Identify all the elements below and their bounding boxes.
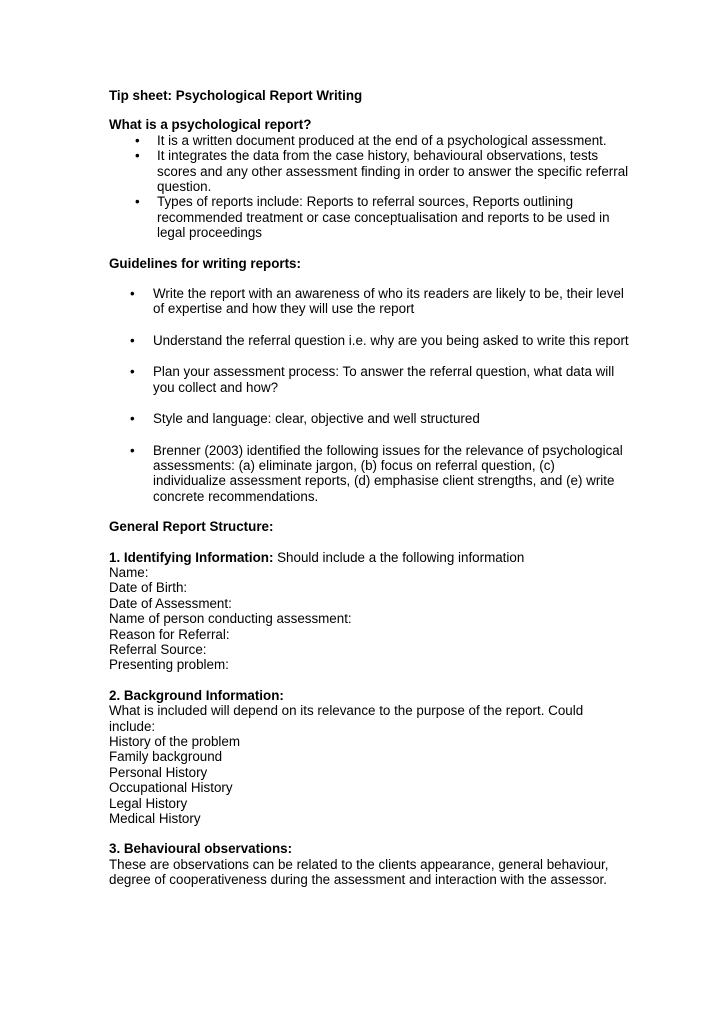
behavioural-observations-text: These are observations can be related to the clients appearance, general behaviour, degree of cooperativeness during the assessment and interaction with the assessor.	[109, 856, 609, 888]
section-heading-what-is: What is a psychological report?	[109, 117, 312, 133]
behavioural-observations-heading: 3. Behavioural observations:	[109, 841, 293, 857]
list-item: • Types of reports include: Reports to referral sources, Reports outlining recommended treatment or case conceptualisation and reports to be used in legal proceedings	[135, 194, 610, 241]
bullet-icon: •	[130, 411, 135, 427]
identifying-info-intro: 1. Identifying Information: Should include a the following information	[109, 549, 525, 565]
document-page	[109, 88, 629, 888]
list-item: • Understand the referral question i.e. why are you being asked to write this report	[130, 332, 629, 348]
section-heading-guidelines: Guidelines for writing reports:	[109, 255, 301, 271]
list-item: • Write the report with an awareness of who its readers are likely to be, their level of expertise and how they will use the report	[130, 286, 624, 317]
bullet-icon: •	[130, 364, 135, 380]
background-info-intro: What is included will depend on its relevance to the purpose of the report. Could include:	[109, 703, 584, 734]
bullet-icon: •	[130, 442, 135, 458]
list-item: Medical History	[109, 811, 201, 827]
bullet-icon: •	[130, 286, 135, 302]
bullet-icon: •	[130, 332, 135, 348]
bullet-icon: •	[135, 194, 140, 210]
identifying-info-heading: 1. Identifying Information:	[109, 549, 274, 565]
list-item: Personal History	[109, 764, 208, 780]
list-item: • Plan your assessment process: To answer the referral question, what data will you collect and how?	[130, 364, 615, 395]
field-label: Name:	[109, 564, 149, 580]
list-item: • It integrates the data from the case history, behavioural observations, tests scores and any other assessment finding in order to answer the specific referral question.	[135, 148, 629, 195]
list-item: Family background	[109, 749, 223, 765]
list-item: History of the problem	[109, 734, 240, 749]
field-label: Referral Source:	[109, 641, 207, 657]
list-item: • It is a written document produced at the end of a psychological assessment.	[135, 132, 607, 148]
list-item: Occupational History	[109, 780, 233, 796]
document-title: Tip sheet: Psychological Report Writing	[109, 88, 363, 103]
field-label: Name of person conducting assessment:	[109, 611, 352, 627]
list-item: Legal History	[109, 795, 188, 811]
section-heading-structure: General Report Structure:	[109, 519, 274, 535]
field-label: Presenting problem:	[109, 657, 229, 673]
background-info-heading: 2. Background Information:	[109, 687, 284, 703]
field-label: Reason for Referral:	[109, 626, 230, 642]
bullet-icon: •	[135, 148, 140, 164]
field-label: Date of Assessment:	[109, 595, 232, 611]
what-is-bullet-list	[109, 133, 629, 241]
guidelines-bullet-list	[109, 286, 629, 504]
bullet-icon: •	[135, 132, 140, 148]
field-label: Date of Birth:	[109, 580, 188, 596]
list-item: • Brenner (2003) identified the following issues for the relevance of psychological assessments: (a) eliminate jargon, (b) focus on referral question, (c) individualize assessment reports, (d) emphasise client strengths, and (e) write concrete recommendations.	[130, 442, 623, 504]
list-item: • Style and language: clear, objective and well structured	[130, 411, 480, 427]
